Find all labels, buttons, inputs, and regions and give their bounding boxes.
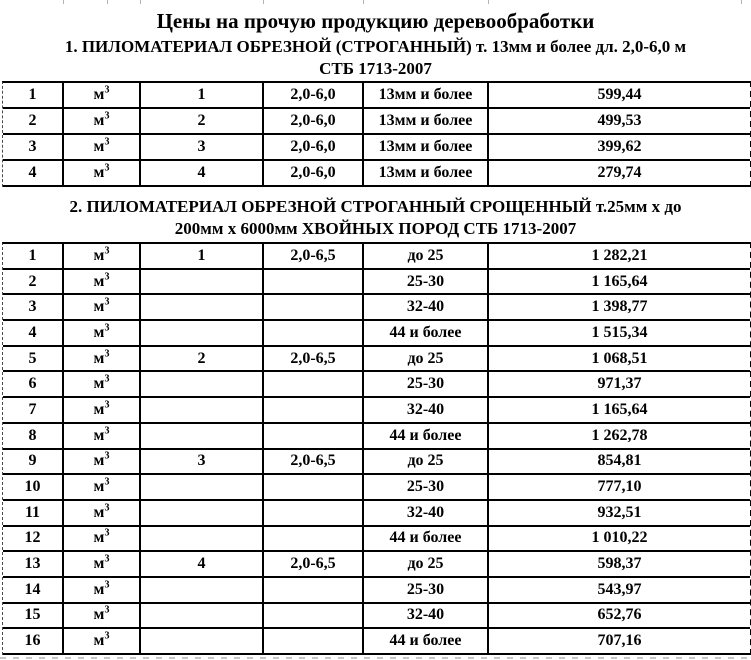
- table-row: [3, 552, 750, 578]
- row-number-cell: 13: [3, 552, 64, 578]
- superscript: 3: [104, 399, 110, 411]
- price-cell: 971,37: [489, 372, 750, 398]
- grade-cell: [141, 578, 264, 604]
- thickness-cell: до 25: [364, 552, 489, 578]
- superscript: 3: [104, 110, 110, 122]
- unit-cell: $м^3$: [64, 295, 141, 321]
- grade-cell: [141, 475, 264, 501]
- price-cell: 652,76: [489, 604, 750, 630]
- row-number-cell: 8: [3, 424, 64, 450]
- thickness-cell: 13мм и более: [364, 109, 489, 135]
- row-number-cell: 7: [3, 398, 64, 424]
- row-number-cell: 4: [3, 321, 64, 347]
- table-row: [3, 372, 750, 398]
- row-number-cell: 6: [3, 372, 64, 398]
- gridline-tick: [488, 0, 489, 4]
- thickness-cell: 25-30: [364, 372, 489, 398]
- grade-cell: 2: [141, 109, 264, 135]
- row-number-cell: 2: [3, 270, 64, 296]
- page-break-dashes: [0, 657, 751, 659]
- length-cell: [264, 475, 364, 501]
- price-cell: 932,51: [489, 501, 750, 527]
- gridline-tick: [63, 0, 64, 4]
- row-number-cell: 3: [3, 295, 64, 321]
- price-cell: 599,44: [489, 83, 750, 109]
- price-cell: 1 282,21: [489, 244, 750, 270]
- price-table-2-body: [3, 244, 750, 655]
- unit-cell: $м^3$: [64, 109, 141, 135]
- table-row: [3, 295, 750, 321]
- row-number-cell: 15: [3, 604, 64, 630]
- table-row: [3, 161, 750, 187]
- price-cell: 854,81: [489, 450, 750, 476]
- thickness-cell: 32-40: [364, 604, 489, 630]
- thickness-cell: 25-30: [364, 270, 489, 296]
- unit-cell: $м^3$: [64, 475, 141, 501]
- unit-cell: $м^3$: [64, 372, 141, 398]
- length-cell: [264, 424, 364, 450]
- length-cell: [264, 372, 364, 398]
- row-number-cell: 3: [3, 135, 64, 161]
- superscript: 3: [104, 84, 110, 96]
- table-row: [3, 347, 750, 373]
- length-cell: 2,0-6,5: [264, 347, 364, 373]
- price-cell: 707,16: [489, 629, 750, 655]
- length-cell: 2,0-6,5: [264, 244, 364, 270]
- row-number-cell: 2: [3, 109, 64, 135]
- superscript: 3: [104, 162, 110, 174]
- grade-cell: [141, 629, 264, 655]
- grade-cell: 4: [141, 161, 264, 187]
- unit-cell: $м^3$: [64, 135, 141, 161]
- grade-cell: [141, 295, 264, 321]
- unit-cell: $м^3$: [64, 398, 141, 424]
- table-row: [3, 475, 750, 501]
- grade-cell: [141, 398, 264, 424]
- length-cell: [264, 578, 364, 604]
- thickness-cell: до 25: [364, 347, 489, 373]
- row-number-cell: 14: [3, 578, 64, 604]
- price-table-2: [2, 242, 751, 655]
- section-2-heading: [0, 196, 751, 240]
- table-row: [3, 604, 750, 630]
- grade-cell: [141, 270, 264, 296]
- superscript: 3: [104, 245, 110, 257]
- superscript: 3: [104, 553, 110, 565]
- unit-cell: $м^3$: [64, 501, 141, 527]
- thickness-cell: 13мм и более: [364, 135, 489, 161]
- superscript: 3: [104, 451, 110, 463]
- unit-cell: $м^3$: [64, 244, 141, 270]
- row-number-cell: 4: [3, 161, 64, 187]
- gridline-tick: [263, 0, 264, 4]
- grade-cell: [141, 321, 264, 347]
- table-row: [3, 270, 750, 296]
- table-row: [3, 244, 750, 270]
- gridline-tick: [107, 0, 108, 4]
- row-number-cell: 10: [3, 475, 64, 501]
- superscript: 3: [104, 425, 110, 437]
- table-row: [3, 629, 750, 655]
- grade-cell: 4: [141, 552, 264, 578]
- table-row: [3, 527, 750, 553]
- thickness-cell: 25-30: [364, 578, 489, 604]
- length-cell: [264, 270, 364, 296]
- price-table-1-body: [3, 83, 750, 187]
- superscript: 3: [104, 579, 110, 591]
- thickness-cell: 13мм и более: [364, 83, 489, 109]
- price-cell: 279,74: [489, 161, 750, 187]
- price-table-1: [2, 81, 751, 187]
- length-cell: 2,0-6,0: [264, 109, 364, 135]
- thickness-cell: 44 и более: [364, 321, 489, 347]
- section-1: [0, 36, 751, 187]
- unit-cell: $м^3$: [64, 321, 141, 347]
- table-row: [3, 83, 750, 109]
- grade-cell: 1: [141, 83, 264, 109]
- price-cell: 543,97: [489, 578, 750, 604]
- grade-cell: 1: [141, 244, 264, 270]
- section-2: [0, 196, 751, 655]
- table-row: [3, 578, 750, 604]
- unit-cell: $м^3$: [64, 424, 141, 450]
- unit-cell: $м^3$: [64, 161, 141, 187]
- page-title: Цены на прочую продукцию деревообработки: [156, 9, 595, 33]
- length-cell: [264, 604, 364, 630]
- unit-cell: $м^3$: [64, 578, 141, 604]
- table-row: [3, 321, 750, 347]
- length-cell: [264, 629, 364, 655]
- row-number-cell: 16: [3, 629, 64, 655]
- superscript: 3: [104, 348, 110, 360]
- grade-cell: [141, 372, 264, 398]
- table-row: [3, 135, 750, 161]
- superscript: 3: [104, 373, 110, 385]
- section-1-heading-line1: 1. ПИЛОМАТЕРИАЛ ОБРЕЗНОЙ (СТРОГАННЫЙ) т. 13мм и более дл. 2,0-6,0 м: [64, 37, 687, 56]
- grade-cell: 2: [141, 347, 264, 373]
- thickness-cell: до 25: [364, 244, 489, 270]
- grade-cell: [141, 527, 264, 553]
- unit-cell: $м^3$: [64, 604, 141, 630]
- thickness-cell: до 25: [364, 450, 489, 476]
- thickness-cell: 32-40: [364, 501, 489, 527]
- length-cell: [264, 527, 364, 553]
- table-row: [3, 450, 750, 476]
- unit-cell: $м^3$: [64, 347, 141, 373]
- unit-cell: $м^3$: [64, 527, 141, 553]
- gridline-tick: [741, 0, 742, 4]
- price-cell: 399,62: [489, 135, 750, 161]
- unit-cell: $м^3$: [64, 552, 141, 578]
- unit-cell: $м^3$: [64, 83, 141, 109]
- section-1-heading: [0, 36, 751, 80]
- price-cell: 1 010,22: [489, 527, 750, 553]
- thickness-cell: 32-40: [364, 295, 489, 321]
- unit-cell: $м^3$: [64, 629, 141, 655]
- thickness-cell: 44 и более: [364, 629, 489, 655]
- unit-cell: $м^3$: [64, 450, 141, 476]
- table-row: [3, 109, 750, 135]
- length-cell: 2,0-6,5: [264, 552, 364, 578]
- price-cell: 1 515,34: [489, 321, 750, 347]
- section-2-heading-line1: 2. ПИЛОМАТЕРИАЛ ОБРЕЗНОЙ СТРОГАННЫЙ СРОЩЕННЫЙ т.25мм х до: [69, 197, 682, 216]
- row-number-cell: 11: [3, 501, 64, 527]
- length-cell: 2,0-6,0: [264, 135, 364, 161]
- section-2-heading-line2: 200мм х 6000мм ХВОЙНЫХ ПОРОД СТБ 1713-2007: [174, 219, 577, 238]
- price-cell: 1 262,78: [489, 424, 750, 450]
- length-cell: 2,0-6,5: [264, 450, 364, 476]
- thickness-cell: 25-30: [364, 475, 489, 501]
- superscript: 3: [104, 605, 110, 617]
- price-cell: 598,37: [489, 552, 750, 578]
- superscript: 3: [104, 136, 110, 148]
- price-cell: 1 165,64: [489, 270, 750, 296]
- price-cell: 777,10: [489, 475, 750, 501]
- length-cell: 2,0-6,0: [264, 83, 364, 109]
- superscript: 3: [104, 322, 110, 334]
- row-number-cell: 1: [3, 83, 64, 109]
- superscript: 3: [104, 630, 110, 642]
- price-cell: 1 398,77: [489, 295, 750, 321]
- price-cell: 1 165,64: [489, 398, 750, 424]
- superscript: 3: [104, 271, 110, 283]
- thickness-cell: 13мм и более: [364, 161, 489, 187]
- length-cell: [264, 295, 364, 321]
- length-cell: [264, 321, 364, 347]
- table-row: [3, 424, 750, 450]
- superscript: 3: [104, 528, 110, 540]
- gridline-tick: [140, 0, 141, 4]
- gridline-tick: [363, 0, 364, 4]
- length-cell: 2,0-6,0: [264, 161, 364, 187]
- grade-cell: [141, 604, 264, 630]
- thickness-cell: 44 и более: [364, 424, 489, 450]
- length-cell: [264, 501, 364, 527]
- table-row: [3, 398, 750, 424]
- superscript: 3: [104, 296, 110, 308]
- row-number-cell: 1: [3, 244, 64, 270]
- length-cell: [264, 398, 364, 424]
- row-number-cell: 12: [3, 527, 64, 553]
- thickness-cell: 32-40: [364, 398, 489, 424]
- table-row: [3, 501, 750, 527]
- section-1-heading-line2: СТБ 1713-2007: [319, 59, 432, 78]
- row-number-cell: 9: [3, 450, 64, 476]
- grade-cell: 3: [141, 450, 264, 476]
- row-number-cell: 5: [3, 347, 64, 373]
- unit-cell: $м^3$: [64, 270, 141, 296]
- thickness-cell: 44 и более: [364, 527, 489, 553]
- grade-cell: [141, 424, 264, 450]
- grade-cell: [141, 501, 264, 527]
- grade-cell: 3: [141, 135, 264, 161]
- price-cell: 1 068,51: [489, 347, 750, 373]
- superscript: 3: [104, 502, 110, 514]
- superscript: 3: [104, 476, 110, 488]
- price-cell: 499,53: [489, 109, 750, 135]
